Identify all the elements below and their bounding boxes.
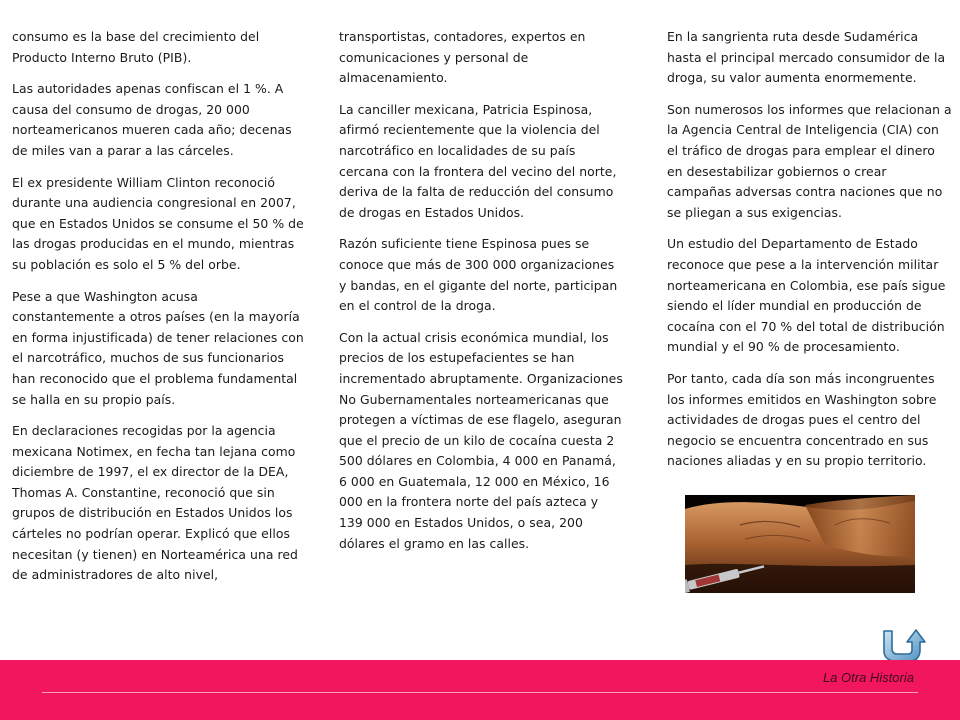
paragraph: Son numerosos los informes que relacionan a la Agencia Central de Inteligencia (CIA) con el tráfico de drogas para emplear el dinero en desestabilizar gobiernos o crear campañas adversas contra naciones que no se pliegan a sus exigencias. xyxy=(667,101,952,220)
footer-divider xyxy=(42,692,918,693)
paragraph: Un estudio del Departamento de Estado reconoce que pese a la intervención militar norteamericana en Colombia, ese país sigue siendo el líder mundial en producción de cocaína con el 70 % del total de distribución mundial y el 90 % de procesamiento. xyxy=(667,236,946,355)
text-column-2 xyxy=(339,27,624,565)
paragraph: consumo es la base del crecimiento del Producto Interno Bruto (PIB). xyxy=(12,29,260,65)
text-column-1 xyxy=(12,27,304,597)
footer-band xyxy=(0,660,960,720)
paragraph: transportistas, contadores, expertos en comunicaciones y personal de almacenamiento. xyxy=(339,29,586,86)
paragraph: La canciller mexicana, Patricia Espinosa, afirmó recientemente que la violencia del narcotráfico en localidades de su país cercana con la frontera del vecino del norte, deriva de la falta de reducción del consumo de drogas en Estados Unidos. xyxy=(339,101,617,220)
paragraph: Por tanto, cada día son más incongruentes los informes emitidos en Washington sobre actividades de drogas pues el centro del negocio se encuentra concentrado en sus naciones aliadas y en su propio territorio. xyxy=(667,370,937,469)
paragraph: Razón suficiente tiene Espinosa pues se conoce que más de 300 000 organizaciones y bandas, en el gigante del norte, participan en el control de la droga. xyxy=(339,236,618,314)
text-column-3 xyxy=(667,27,952,483)
paragraph: En la sangrienta ruta desde Sudamérica hasta el principal mercado consumidor de la droga, su valor aumenta enormemente. xyxy=(667,29,946,86)
paragraph: Pese a que Washington acusa constantemente a otros países (en la mayoría en forma injustificada) de tener relaciones con el narcotráfico, muchos de sus funcionarios han reconocido que el problema fundamental se halla en su propio país. xyxy=(12,288,304,407)
paragraph: Con la actual crisis económica mundial, los precios de los estupefacientes se han incrementado abruptamente. Organizaciones No Gubernamentales norteamericanas que protegen a víctimas de ese flagelo, aseguran que el precio de un kilo de cocaína cuesta 2 500 dólares en Colombia, 4 000 en Panamá, 6 000 en Guatemala, 12 000 en México, 16 000 en la frontera norte del país azteca y 139 000 en Estados Unidos, o sea, 200 dólares el gramo en las calles. xyxy=(339,329,623,551)
arm-syringe-photo xyxy=(685,495,915,593)
footer-title: La Otra Historia xyxy=(822,670,914,685)
return-arrow-icon[interactable] xyxy=(876,625,928,665)
paragraph: En declaraciones recogidas por la agencia mexicana Notimex, en fecha tan lejana como diciembre de 1997, el ex director de la DEA, Thomas A. Constantine, reconoció que sin grupos de distribución en Estados Unidos los cárteles no podrían operar. Explicó que ellos necesitan (y tienen) en Norteamérica una red de administradores de alto nivel, xyxy=(12,423,298,583)
paragraph: El ex presidente William Clinton reconoció durante una audiencia congresional en 2007, que en Estados Unidos se consume el 50 % de las drogas producidas en el mundo, mientras su población es solo el 5 % del orbe. xyxy=(12,174,304,272)
paragraph: Las autoridades apenas confiscan el 1 %. A causa del consumo de drogas, 20 000 norteamericanos mueren cada año; decenas de miles van a parar a las cárceles. xyxy=(12,81,292,158)
